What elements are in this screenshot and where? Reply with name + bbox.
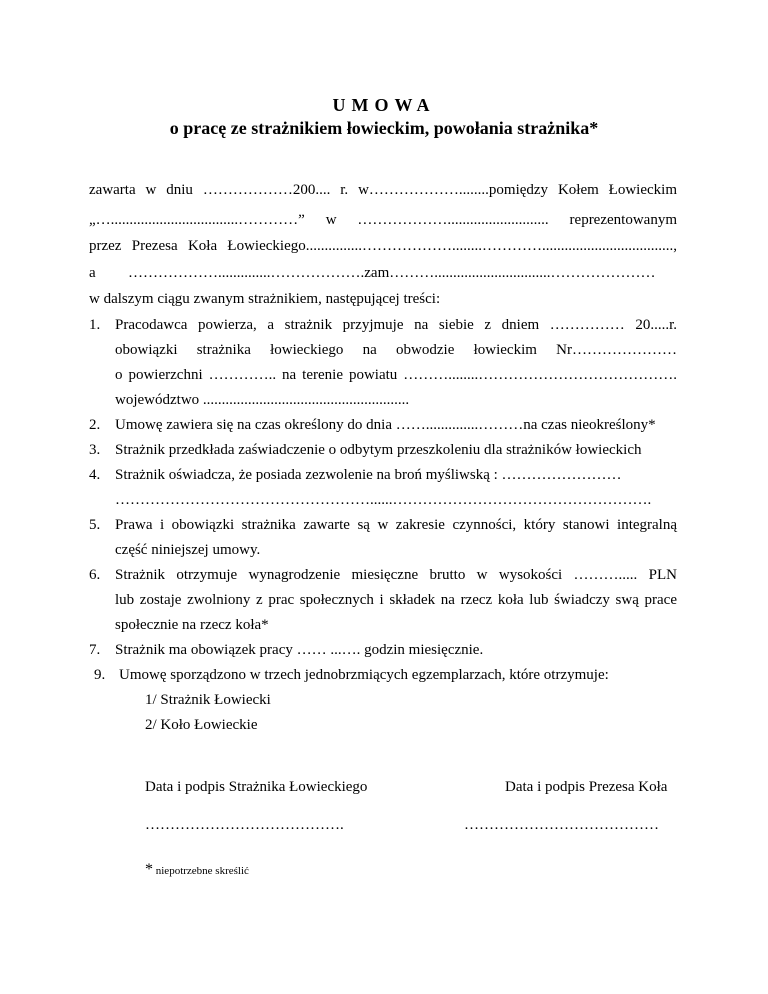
item-1-line-2: obowiązki strażnika łowieckiego na obwodzie łowieckim Nr………………… [115,342,677,358]
item-4-line-2: ……………………………………………......……………………………………………. [115,492,652,508]
intro-line-4-rest: ………………..............……………….zam………...............................………………… [128,265,656,281]
intro-line-2: „…..................................…………” w ………………........................... reprezentowanym [89,212,677,228]
recipient-1: 1/ Strażnik Łowiecki [145,692,271,708]
item-6-number: 6. [89,567,101,583]
signature-label-president: Data i podpis Prezesa Koła [505,779,668,795]
item-1-line-1: Pracodawca powierza, a strażnik przyjmuje na siebie z dniem …………… 20.....r. [115,317,677,333]
item-9-number: 9. [94,667,106,683]
item-1-line-4: województwo ....................................................... [115,392,410,408]
intro-line-5: w dalszym ciągu zwanym strażnikiem, następującej treści: [89,291,441,307]
intro-line-1: zawarta w dniu ………………200.... r. w………………........pomiędzy Kołem Łowieckim [89,182,677,198]
item-4-number: 4. [89,467,101,483]
item-6-line-3: społecznie na rzecz koła* [115,617,269,633]
item-1-number: 1. [89,317,101,333]
item-7-line-1: Strażnik ma obowiązek pracy …… ...…. godzin miesięcznie. [115,642,484,658]
recipient-2: 2/ Koło Łowieckie [145,717,258,733]
document-title: UMOWA [332,95,436,115]
item-2-line-1: Umowę zawiera się na czas określony do dnia ……..............………na czas nieokreślony* [115,417,656,433]
item-3-number: 3. [89,442,101,458]
item-7-number: 7. [89,642,101,658]
intro-line-4-a: a [89,265,96,281]
item-2-number: 2. [89,417,101,433]
footnote-asterisk: * [145,861,153,878]
footnote-text: niepotrzebne skreślić [155,865,249,877]
item-1-line-3: o powierzchni ………….. na terenie powiatu ………........…………………………………. [115,367,677,383]
intro-line-3: przez Prezesa Koła Łowieckiego...............………………........…………..................................., [89,238,677,254]
signature-label-guard: Data i podpis Strażnika Łowieckiego [145,779,368,795]
document-subtitle: o pracę ze strażnikiem łowieckim, powołania strażnika* [169,118,599,138]
item-4-line-1: Strażnik oświadcza, że posiada zezwolenie na broń myśliwską : …………………… [115,467,622,483]
footnote [145,861,249,879]
item-5-line-2: część niniejszej umowy. [115,542,261,558]
item-5-line-1: Prawa i obowiązki strażnika zawarte są w zakresie czynności, który stanowi integralną [115,517,677,533]
item-9-line-1: Umowę sporządzono w trzech jednobrzmiących egzemplarzach, które otrzymuje: [119,667,609,683]
item-6-line-2: lub zostaje zwolniony z prac społecznych i składek na rzecz koła lub świadczy swą prace [115,592,677,608]
item-6-line-1: Strażnik otrzymuje wynagrodzenie miesięczne brutto w wysokości ………..... PLN [115,567,677,583]
item-3-line-1: Strażnik przedkłada zaświadczenie o odbytym przeszkoleniu dla strażników łowieckich [115,442,642,458]
signature-line-guard: …………………………………. [145,817,344,833]
signature-line-president: ………………………………… [464,817,659,833]
item-5-number: 5. [89,517,101,533]
